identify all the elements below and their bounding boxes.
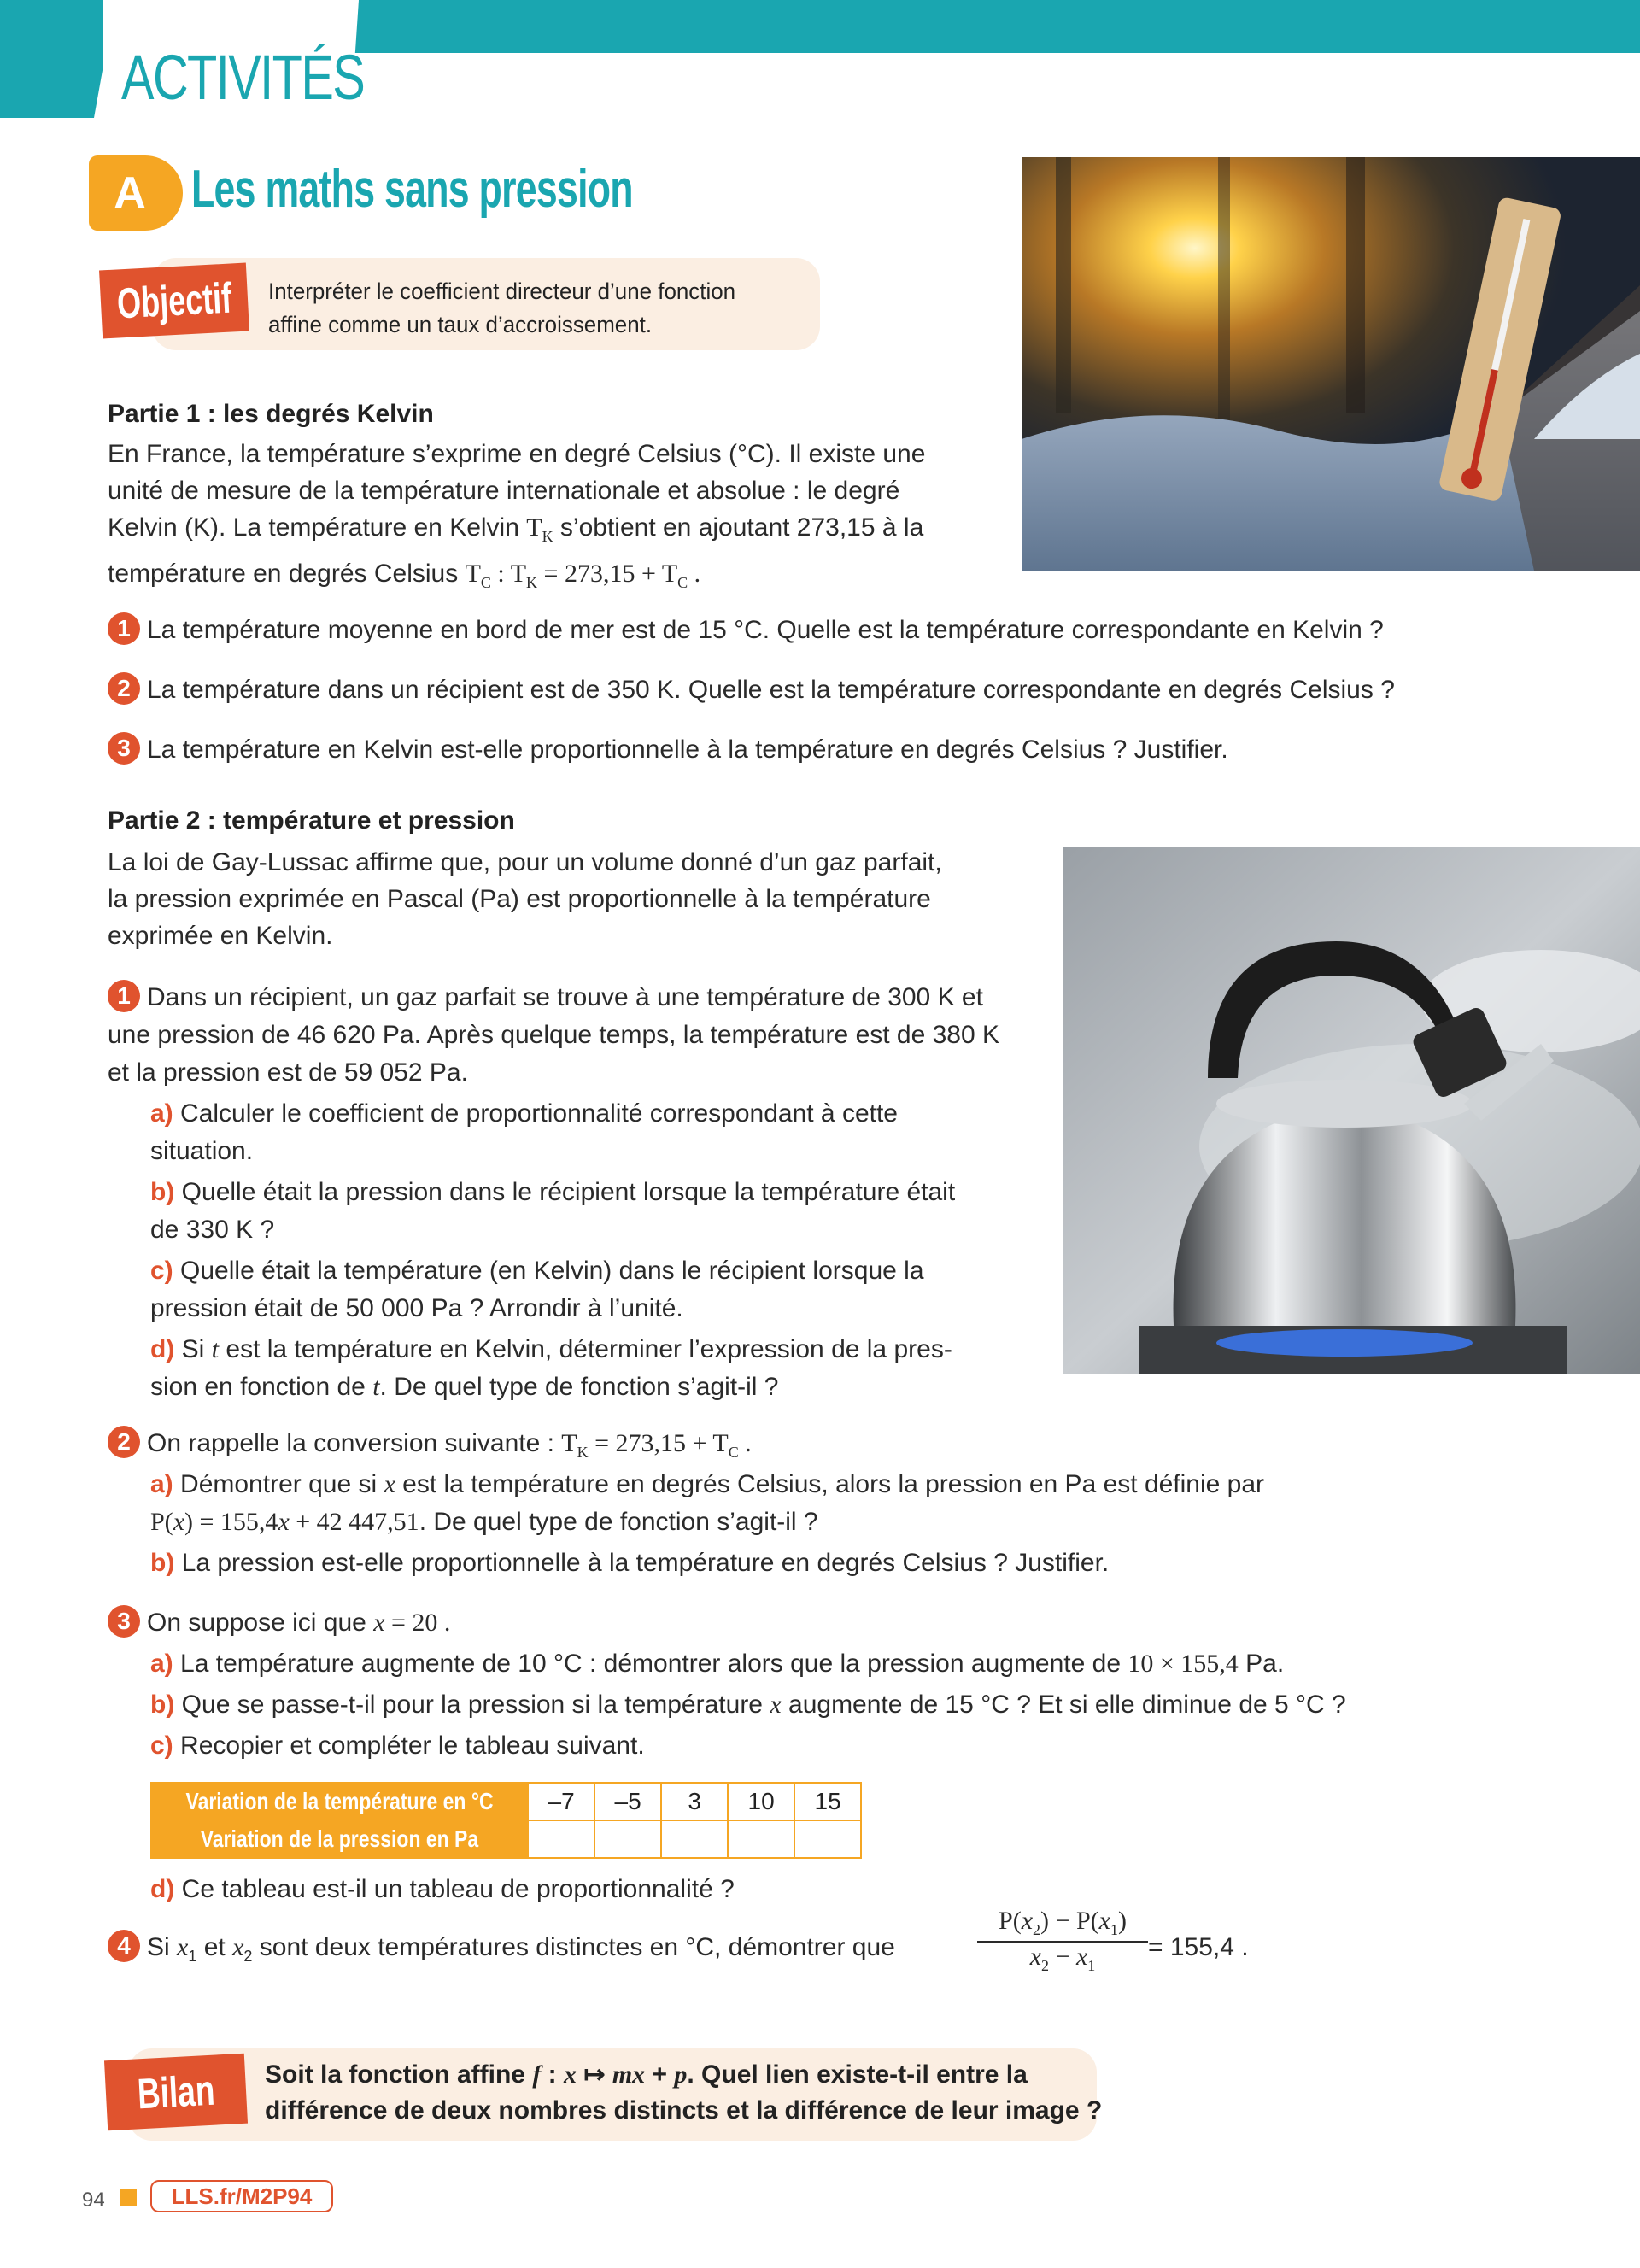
partie2-q1-d: d) Si t est la température en Kelvin, déterminer l’expression de la pres- sion en fonction de t. De quel type de fonction s’agit-il ?: [150, 1335, 952, 1401]
page-title: ACTIVITÉS: [121, 42, 365, 113]
table-cell-empty: [594, 1820, 661, 1858]
question-number-badge: 3: [108, 1605, 140, 1638]
table-cell-empty: [528, 1820, 594, 1858]
fraction-formula: $P(x_2) - P(x_1)$ $x_2 - x_1$: [977, 1907, 1148, 1975]
variation-table: [150, 1782, 862, 1859]
question-number-badge: 3: [108, 732, 140, 765]
partie2-question-4: 4 Si $x_1$ et $x_2$ sont deux températures distinctes en °C, démontrer que: [108, 1929, 1611, 1975]
table-cell: 15: [794, 1783, 861, 1820]
partie2-q1-b: b) Quelle était la pression dans le récipient lorsque la température était de 330 K ?: [150, 1178, 956, 1244]
bilan-label: Bilan: [104, 2054, 248, 2130]
question-number-badge: 1: [108, 612, 140, 645]
partie1-intro: En France, la température s’exprime en degré Celsius (°C). Il existe une unité de mesure de la température internationale et absolue : le degré Kelvin (K). La température en Kelvin $T_K$ s’obtient en ajoutant 273,15 à la température en degrés Celsius $T_C$ : $T_K = 273,15 + T_C$ .: [108, 440, 926, 591]
question-number-badge: 1: [108, 980, 140, 1012]
table-cell-empty: [661, 1820, 728, 1858]
partie2-question-3: 3 On suppose ici que x = 20 .: [108, 1604, 1611, 1642]
partie2-q2-b: b) La pression est-elle proportionnelle à la température en degrés Celsius ? Justifier.: [150, 1549, 1110, 1577]
math-formula-tk: $T_C$ : $T_K = 273,15 + T_C$ .: [465, 560, 701, 591]
question-number-badge: 4: [108, 1930, 140, 1962]
thermometer-photo: [1022, 157, 1640, 571]
bilan-text: Soit la fonction affine f : x ↦ mx + p. Quel lien existe-t-il entre la différence de deux nombres distincts et la différence de leur image ?: [265, 2060, 1103, 2124]
table-row: [151, 1783, 861, 1820]
section-title: Les maths sans pression: [191, 160, 633, 219]
partie2-q1-c: c) Quelle était la température (en Kelvin) dans le récipient lorsque la pression était de 50 000 Pa ? Arrondir à l’unité.: [150, 1257, 924, 1322]
partie2-q1-a: a) Calculer le coefficient de proportionnalité correspondant à cette situation.: [150, 1099, 898, 1165]
question-number-badge: 2: [108, 1426, 140, 1458]
kettle-photo: [1063, 847, 1640, 1374]
partie1-question-2: 2 La température dans un récipient est de 350 K. Quelle est la température correspondante en degrés Celsius ?: [108, 671, 1611, 709]
partie1-question-3: 3 La température en Kelvin est-elle proportionnelle à la température en degrés Celsius ? Justifier.: [108, 731, 1611, 769]
section-badge: A: [89, 155, 183, 231]
partie2-q3-a: a) La température augmente de 10 °C : démontrer alors que la pression augmente de 10 × 155,4 Pa.: [150, 1650, 1285, 1678]
header-bar: [350, 0, 1640, 53]
partie2-question-2: 2 On rappelle la conversion suivante : $T_K = 273,15 + T_C$ .: [108, 1425, 1611, 1471]
footer-link[interactable]: LLS.fr/M2P94: [150, 2180, 333, 2212]
partie2-q3-d: d) Ce tableau est-il un tableau de proportionnalité ?: [150, 1875, 735, 1903]
partie2-q3-c: c) Recopier et compléter le tableau suivant.: [150, 1732, 645, 1760]
partie2-question-1: 1 Dans un récipient, un gaz parfait se trouve à une température de 300 K et une pression de 46 620 Pa. Après quelque temps, la température est de 380 K et la pression est de 59 052 Pa.: [108, 979, 1047, 1092]
objectif-text: Interpréter le coefficient directeur d’une fonction affine comme un taux d’accroissement.: [268, 278, 736, 337]
fraction-result: = 155,4 .: [1148, 1933, 1249, 1961]
table-cell: –5: [594, 1783, 661, 1820]
table-cell: 3: [661, 1783, 728, 1820]
table-cell: 10: [728, 1783, 794, 1820]
table-header-temperature: Variation de la température en °C: [151, 1783, 528, 1820]
partie1-question-1: 1 La température moyenne en bord de mer est de 15 °C. Quelle est la température correspondante en Kelvin ?: [108, 612, 1611, 649]
partie2-title: Partie 2 : température et pression: [108, 806, 515, 835]
question-number-badge: 2: [108, 672, 140, 705]
partie2-q3-b: b) Que se passe-t-il pour la pression si la température x augmente de 15 °C ? Et si elle diminue de 5 °C ?: [150, 1691, 1346, 1719]
table-header-pression: Variation de la pression en Pa: [151, 1820, 528, 1858]
footer-square-icon: [120, 2189, 137, 2206]
partie1-title: Partie 1 : les degrés Kelvin: [108, 400, 434, 428]
table-row: [151, 1820, 861, 1858]
math-tk: $T_K$: [526, 513, 554, 545]
table-cell-empty: [794, 1820, 861, 1858]
partie2-intro: La loi de Gay-Lussac affirme que, pour un volume donné d’un gaz parfait, la pression exprimée en Pascal (Pa) est proportionnelle à la température exprimée en Kelvin.: [108, 848, 942, 950]
page-number: 94: [82, 2189, 105, 2212]
partie2-q2-a: a) Démontrer que si x est la température en degrés Celsius, alors la pression en Pa est définie par P(x) = 155,4x + 42 447,51. De quel type de fonction s’agit-il ?: [150, 1470, 1265, 1536]
table-cell-empty: [728, 1820, 794, 1858]
objectif-label: Objectif: [99, 263, 249, 339]
table-cell: –7: [528, 1783, 594, 1820]
header-left-stripe: [0, 0, 102, 118]
